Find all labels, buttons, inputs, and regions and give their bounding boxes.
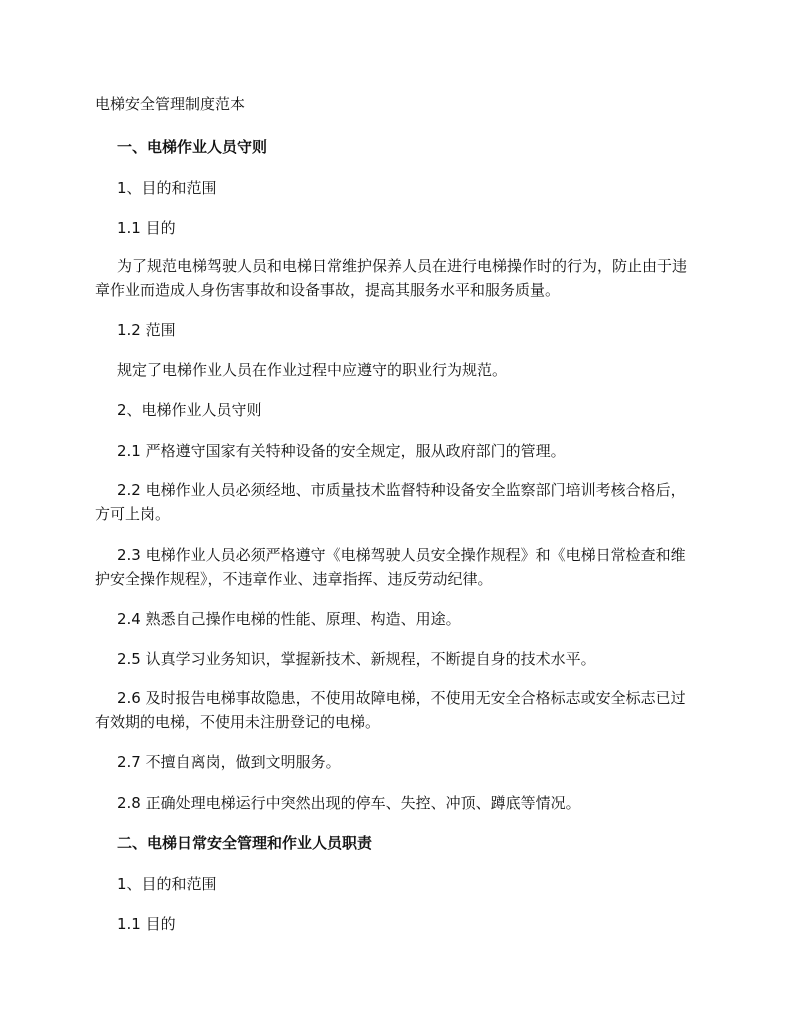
section-1-sub-1-2: 1.2 范围 — [117, 321, 176, 339]
rule-2-5: 2.5 认真学习业务知识，掌握新技术、新规程，不断提自身的技术水平。 — [117, 650, 596, 668]
section-2-sub-1-1: 1.1 目的 — [117, 915, 176, 933]
rule-2-2: 2.2 电梯作业人员必须经地、市质量技术监督特种设备安全监察部门培训考核合格后，方可上岗。 — [95, 481, 686, 523]
section-1-heading: 一、电梯作业人员守则 — [117, 138, 268, 156]
rule-2-6: 2.6 及时报告电梯事故隐患，不使用故障电梯，不使用无安全合格标志或安全标志已过有效期的电梯，不使用未注册登记的电梯。 — [95, 689, 686, 731]
section-1-sub-1: 1、目的和范围 — [117, 179, 217, 197]
rule-2-1: 2.1 严格遵守国家有关特种设备的安全规定，服从政府部门的管理。 — [117, 442, 566, 460]
scope-paragraph: 规定了电梯作业人员在作业过程中应遵守的职业行为规范。 — [117, 361, 508, 379]
rule-2-7: 2.7 不擅自离岗，做到文明服务。 — [117, 753, 341, 771]
section-1-sub-2: 2、电梯作业人员守则 — [117, 401, 262, 419]
purpose-paragraph: 为了规范电梯驾驶人员和电梯日常维护保养人员在进行电梯操作时的行为，防止由于违章作业而造成人身伤害事故和设备事故，提高其服务水平和服务质量。 — [95, 257, 688, 299]
rule-2-8: 2.8 正确处理电梯运行中突然出现的停车、失控、冲顶、蹲底等情况。 — [117, 794, 581, 812]
section-1-sub-1-1: 1.1 目的 — [117, 219, 176, 237]
section-2-sub-1: 1、目的和范围 — [117, 875, 217, 893]
section-2-heading: 二、电梯日常安全管理和作业人员职责 — [117, 834, 373, 852]
rule-2-3: 2.3 电梯作业人员必须严格遵守《电梯驾驶人员安全操作规程》和《电梯日常检查和维护安全操作规程》，不违章作业、违章指挥、违反劳动纪律。 — [95, 546, 686, 588]
document-title: 电梯安全管理制度范本 — [95, 95, 246, 113]
rule-2-4: 2.4 熟悉自己操作电梯的性能、原理、构造、用途。 — [117, 610, 461, 628]
